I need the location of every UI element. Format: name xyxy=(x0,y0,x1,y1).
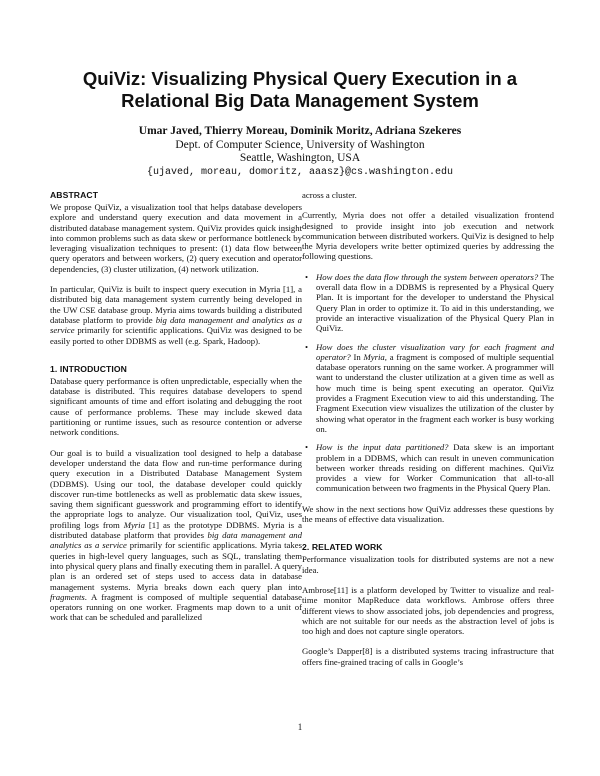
question-item-dataflow: • How does the data flow through the system between operators? The overall data flow in a DDBMS is represented by a Physical Query Plan. It is important for the developer to understand the Physical Query Plan in order to optimize it. To aid in this understanding, we provide an interactive visualization of the Physical Query Plan in QuiViz. xyxy=(305,271,555,334)
author-names: Umar Javed, Thierry Moreau, Dominik Moritz, Adriana Szekeres xyxy=(138,125,462,137)
author-emails: {ujaved, moreau, domoritz, aaasz}@cs.washington.edu xyxy=(146,166,454,178)
question-item-partition: • How is the input data partitioned? Data skew is an important problem in a DDBMS, which can result in uneven communication between worker threads residing on different machines. QuiViz provides a view for Worker Communication that all-to-all communication between two fragments in the Physical Query Plan. xyxy=(305,442,555,494)
bullet-icon: • xyxy=(305,341,309,352)
author-block xyxy=(20,125,580,179)
introduction-heading: 1. INTRODUCTION xyxy=(50,363,127,374)
continued-text: across a cluster. xyxy=(302,190,357,200)
abstract-paragraph-2: In particular, QuiViz is built to inspect query execution in Myria [1], a distributed big data management system currently being developed in the UW CSE database group. Myria aims towards building a distributed database platform to provide big data management and analytics as a service primarily for scientific applications. QuiViz was designed to be easily ported to other DDBMS as well (e.g. Spark, Hadoop). xyxy=(50,284,302,346)
bullet-icon: • xyxy=(305,271,309,282)
related-work-paragraph-3: Google’s Dapper[8] is a distributed systems tracing infrastructure that offers fine-grained tracing of calls in Google’s xyxy=(302,646,554,667)
question-item-cluster: • How does the cluster visualization vary for each fragment and operator? In Myria, a fragment is composed of multiple sequential database operators running on the same worker. A programmer will want to understand the cluster utilization at a given time as well as how much time is being spent executing an operator. QuiViz provides a Fragment Execution view to aid this understanding. The Fragment Execution view visualizes the utilization of the cluster by showing what operator in the fragment each worker is busy working on. xyxy=(305,341,554,434)
related-work-paragraph-2: Ambrose[11] is a platform developed by Twitter to visualize and real-time monitor MapReduce data workflows. Ambrose offers three different views to show associated jobs, job dependencies and progress, which are not suitable for our needs as the abstraction level of jobs is too high and does not capture single operators. xyxy=(302,584,554,637)
paper-title xyxy=(20,68,580,112)
abstract-heading: ABSTRACT xyxy=(50,190,99,200)
affiliation-dept: Dept. of Computer Science, University of Washington xyxy=(175,138,425,151)
bullet-icon: • xyxy=(305,442,309,453)
left-column xyxy=(50,190,302,623)
question-list xyxy=(302,272,554,494)
related-work-heading: 2. RELATED WORK xyxy=(302,542,383,553)
sections-overview-paragraph: We show in the next sections how QuiViz addresses these questions by the means of effective data visualization. xyxy=(302,503,554,525)
intro-paragraph-2: Our goal is to build a visualization tool designed to help a database developer understand the data flow and run-time performance during query execution in a Distributed Database Management System (DDBMS). Using our tool, the database developer could quickly discover run-time bottlenecks as well as problematic data skew issues, saving them significant guesswork and programming effort to identify the appropriate logs to analyze. Our visualization tool, QuiViz, uses profiling logs from Myria [1] as the prototype DDBMS. Myria is a distributed database platform that provides big data management and analytics as a service primarily for scientific applications. Myria takes queries in high-level query languages, such as SQL, translating them into physical query plans and finally executing them in parallel. A query plan is an ordered set of steps used to access data in database management systems. Myria breaks down each query plan into fragments. A fragment is composed of multiple sequential database operators running on one worker. Fragments map down to a unit of work that can be scheduled and parallelized xyxy=(50,447,302,623)
affiliation-city: Seattle, Washington, USA xyxy=(239,152,361,164)
motivation-paragraph: Currently, Myria does not offer a detailed visualization frontend designed to provide insight into job execution and network communication between distributed workers. QuiViz is designed to help the Myria developers write better optimized queries by addressing the following questions. xyxy=(302,210,554,262)
page-number: 1 xyxy=(297,722,303,732)
right-column xyxy=(302,190,554,667)
title-line-2: Relational Big Data Management System xyxy=(121,90,479,111)
title-line-1: QuiViz: Visualizing Physical Query Execution in a xyxy=(82,68,518,89)
intro-paragraph-1: Database query performance is often unpredictable, especially when the database is distributed. This requires database developers to spend significant amounts of time and effort isolating and debugging the root cause of performance problems. These may include skewed data partitioning or runtime issues, such as resource contention or adverse network conditions. xyxy=(50,375,302,438)
related-work-paragraph-1: Performance visualization tools for distributed systems are not a new idea. xyxy=(302,554,554,575)
abstract-paragraph-1: We propose QuiViz, a visualization tool that helps database developers explore and understand query execution and data movement in a distributed database management system. QuiViz provides quick insight into common problems such as data skew or performance bottleneck by leveraging visualization techniques to present: (1) data flow between query operators and between workers, (2) query execution and operator dependencies, (3) cluster utilization, (4) network utilization. xyxy=(50,202,302,274)
